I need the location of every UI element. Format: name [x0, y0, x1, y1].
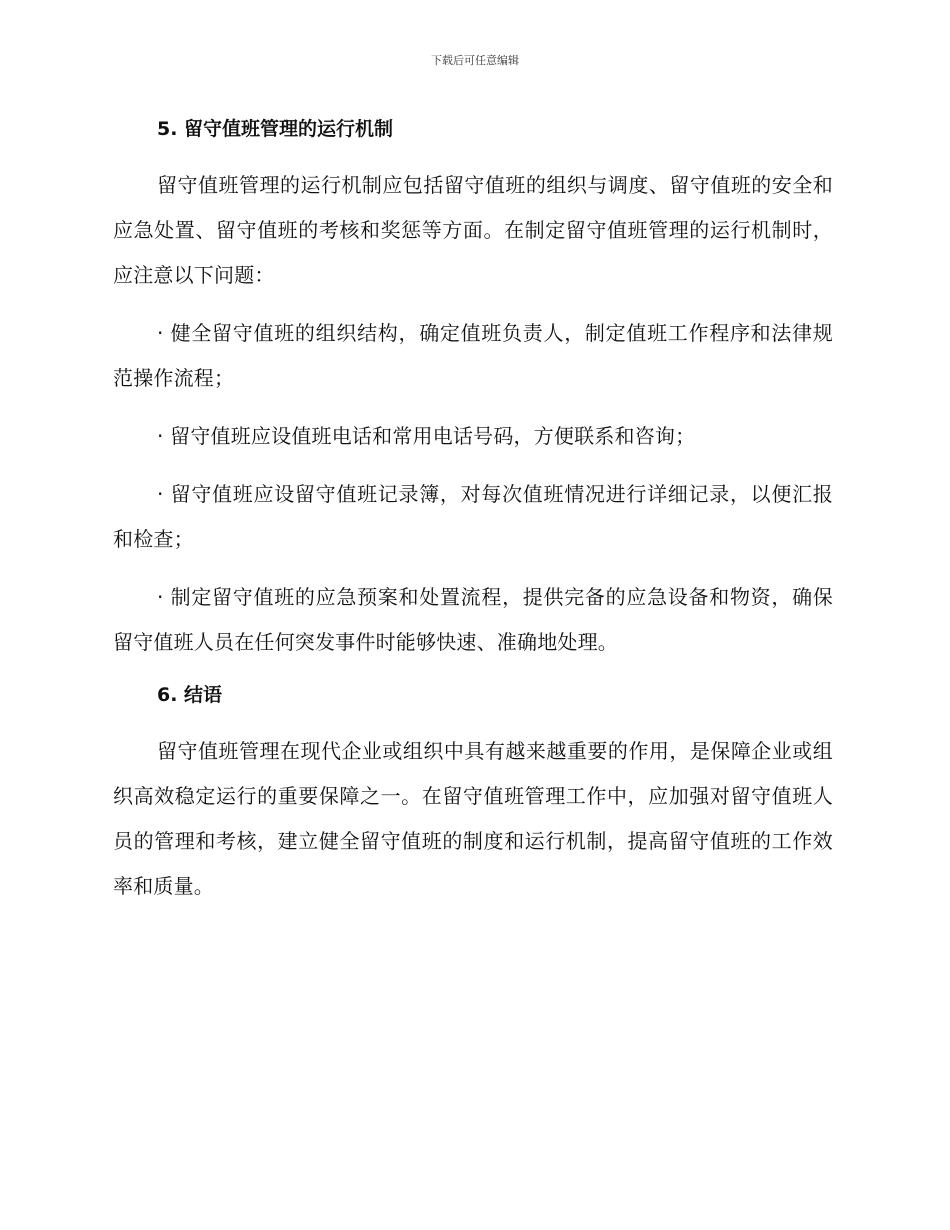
section-5-intro: 留守值班管理的运行机制应包括留守值班的组织与调度、留守值班的安全和应急处置、留守值班的考核和奖惩等方面。在制定留守值班管理的运行机制时，应注意以下问题：	[113, 173, 833, 287]
bullet-item: · 制定留守值班的应急预案和处置流程，提供完备的应急设备和物资，确保留守值班人员在任何突发事件时能够快速、准确地处理。	[113, 585, 833, 654]
bullet-item: · 健全留守值班的组织结构，确定值班负责人，制定值班工作程序和法律规范操作流程；	[113, 321, 833, 390]
document-body	[113, 113, 833, 922]
page-header: 下载后可任意编辑	[431, 54, 519, 67]
bullet-item: · 留守值班应设留守值班记录簿，对每次值班情况进行详细记录，以便汇报和检查；	[113, 482, 833, 551]
section-6-body: 留守值班管理在现代企业或组织中具有越来越重要的作用，是保障企业或组织高效稳定运行的重要保障之一。在留守值班管理工作中，应加强对留守值班人员的管理和考核，建立健全留守值班的制度和运行机制，提高留守值班的工作效率和质量。	[113, 739, 833, 898]
section-6-heading: 6. 结语	[157, 684, 223, 706]
bullet-item: · 留守值班应设值班电话和常用电话号码，方便联系和咨询；	[157, 424, 696, 448]
section-5-heading: 5. 留守值班管理的运行机制	[157, 118, 394, 140]
